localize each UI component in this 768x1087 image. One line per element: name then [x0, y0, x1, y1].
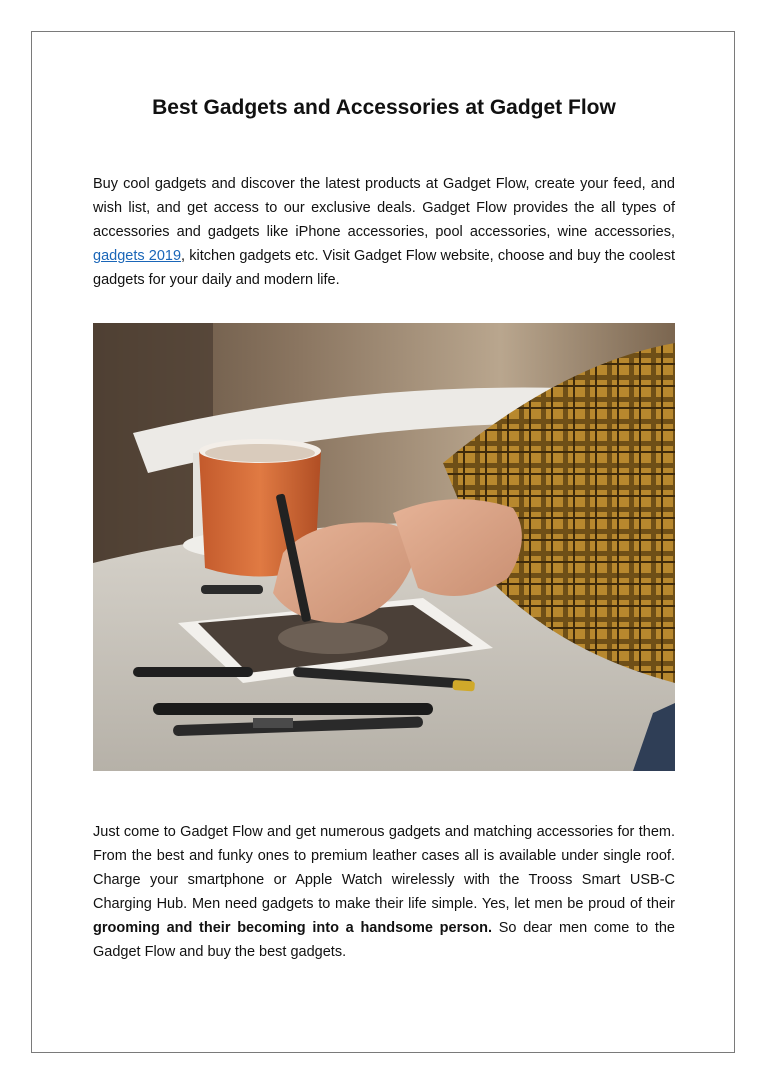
body-bold-text: grooming and their becoming into a handsome person. — [93, 920, 493, 936]
intro-text-end: , kitchen gadgets etc. Visit Gadget Flow website, choose and buy the coolest gadgets for your daily and modern life. — [93, 248, 675, 288]
page-title: Best Gadgets and Accessories at Gadget Flow — [152, 96, 616, 119]
hero-photo — [93, 323, 675, 771]
photo-hands-drawing-with-marker-icon — [93, 323, 675, 771]
intro-text-start: Buy cool gadgets and discover the latest products at Gadget Flow, create your feed, and wish list, and get access to our exclusive deals. Gadget Flow provides the all types of accessories and gadgets like iPhone accessories, pool accessories, wine accessories, — [93, 176, 675, 240]
intro-paragraph — [93, 172, 675, 292]
body-paragraph — [93, 820, 675, 964]
gadgets-2019-link[interactable]: gadgets 2019 — [93, 248, 182, 264]
body-text-start: Just come to Gadget Flow and get numerous gadgets and matching accessories for them. From the best and funky ones to premium leather cases all is available under single roof. Charge your smartphone or Apple Watch wirelessly with the Trooss Smart USB-C Charging Hub. Men need gadgets to make their life simple. Yes, let men be proud of their — [93, 824, 675, 912]
body-text-end: So dear men come to the Gadget Flow and buy the best gadgets. — [93, 920, 675, 960]
